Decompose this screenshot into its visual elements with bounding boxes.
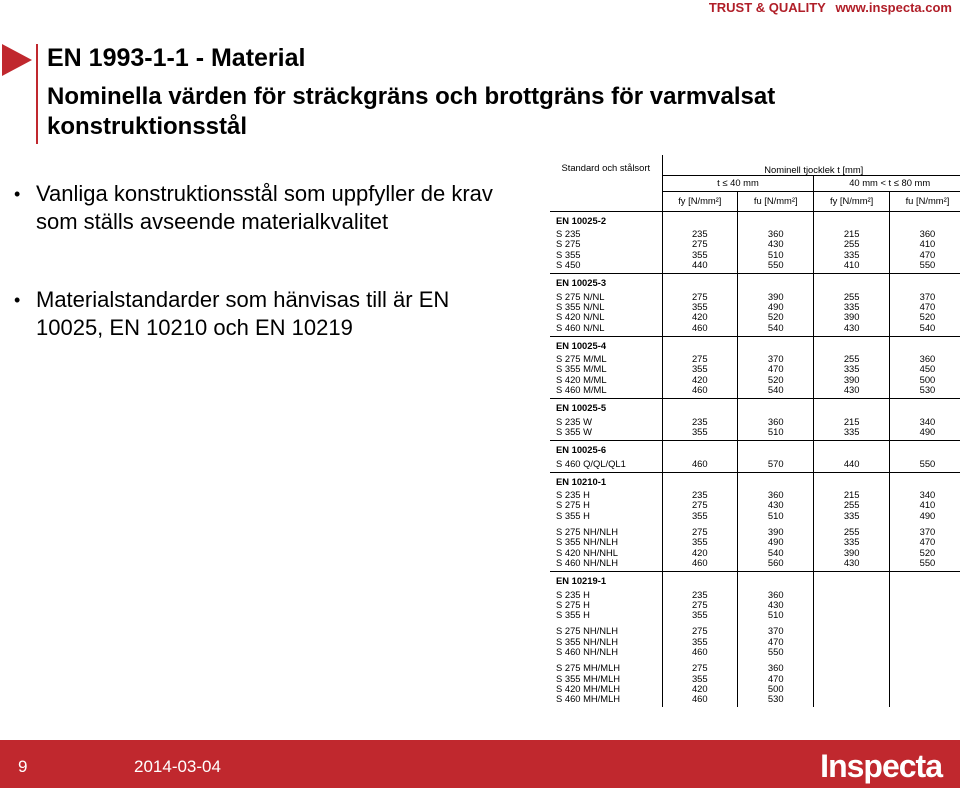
table-cell-grade: S 235 W	[556, 415, 592, 427]
table-cell-value	[814, 684, 890, 694]
table-cell-value: 360	[738, 590, 814, 600]
table-cell-value: 355	[662, 674, 738, 684]
table-cell-grade: S 420 MH/MLH	[556, 682, 621, 694]
table-cell-value: 530	[889, 385, 960, 395]
table-cell-value: 450	[889, 364, 960, 374]
table-cell-grade: S 450	[556, 259, 581, 271]
table-row	[550, 312, 960, 322]
table-cell-value: 410	[889, 239, 960, 249]
table-cell-grade: S 235 H	[556, 489, 590, 501]
table-cell-value: 510	[738, 511, 814, 521]
table-row	[550, 260, 960, 270]
table-cell-value	[814, 674, 890, 684]
table-cell-value: 275	[662, 527, 738, 537]
table-cell-value: 550	[889, 558, 960, 568]
table-cell-value: 335	[814, 364, 890, 374]
table-cell-value: 275	[662, 626, 738, 636]
table-cell-grade: S 355 H	[556, 609, 590, 621]
table-cell-value: 360	[889, 229, 960, 239]
table-group-heading: EN 10025-2	[550, 211, 662, 229]
table-cell-value: 360	[738, 229, 814, 239]
table-cell-grade: S 275	[556, 238, 581, 250]
table-cell-value	[814, 647, 890, 657]
table-cell-value: 430	[738, 500, 814, 510]
table-cell-grade: S 235 H	[556, 588, 590, 600]
table-row	[550, 229, 960, 239]
table-cell-grade: S 275 H	[556, 598, 590, 610]
table-row	[550, 375, 960, 385]
table-cell-grade: S 460 NH/NLH	[556, 645, 619, 657]
table-cell-grade: S 275 MH/MLH	[556, 662, 621, 674]
table-row	[550, 490, 960, 500]
brand-slogan: TRUST & QUALITY	[708, 0, 826, 15]
table-cell-value: 530	[738, 694, 814, 704]
table-cell-value: 255	[814, 292, 890, 302]
table-cell-grade: S 275 N/NL	[556, 290, 605, 302]
title-accent-line	[36, 44, 38, 144]
table-cell-value: 430	[738, 600, 814, 610]
table-cell-value: 470	[889, 250, 960, 260]
table-cell-grade: S 355	[556, 248, 581, 260]
table-row	[550, 292, 960, 302]
table-cell-value: 355	[662, 610, 738, 620]
table-cell-value: 420	[662, 548, 738, 558]
table-cell-grade: S 460 M/ML	[556, 384, 607, 396]
table-cell-value: 560	[738, 558, 814, 568]
table-cell-value	[889, 610, 960, 620]
table-cell-value: 520	[738, 312, 814, 322]
material-table-image	[550, 155, 960, 725]
table-cell-value: 440	[662, 260, 738, 270]
table-cell-grade: S 355 M/ML	[556, 363, 607, 375]
slide-title: EN 1993-1-1 - Material	[47, 44, 306, 72]
bullet-item: • Materialstandarder som hänvisas till är EN 10025, EN 10210 och EN 10219	[14, 286, 514, 342]
table-row	[550, 694, 960, 704]
table-cell-grade: S 460 MH/MLH	[556, 693, 621, 705]
table-cell-value: 355	[662, 427, 738, 437]
table-row	[550, 511, 960, 521]
arrow-icon	[2, 44, 32, 76]
table-row	[550, 600, 960, 610]
table-cell-grade: S 235	[556, 228, 581, 240]
table-cell-value: 520	[889, 548, 960, 558]
table-cell-value: 360	[738, 490, 814, 500]
table-cell-value: 340	[889, 417, 960, 427]
table-cell-value: 470	[738, 674, 814, 684]
table-cell-value: 490	[738, 302, 814, 312]
table-cell-value: 460	[662, 323, 738, 333]
table-cell-value: 550	[889, 260, 960, 270]
table-cell-value: 215	[814, 229, 890, 239]
table-cell-grade: S 275 NH/NLH	[556, 625, 619, 637]
table-cell-value: 470	[889, 537, 960, 547]
table-cell-value: 355	[662, 637, 738, 647]
table-cell-value: 335	[814, 427, 890, 437]
table-cell-value: 355	[662, 364, 738, 374]
table-cell-value	[889, 694, 960, 704]
table-cell-value: 335	[814, 537, 890, 547]
bullet-item: • Vanliga konstruktionsstål som uppfyller de krav som ställs avseende materialkvalitet	[14, 180, 514, 236]
table-group-heading: EN 10210-1	[550, 472, 662, 490]
table-cell-grade: S 275 H	[556, 499, 590, 511]
table-cell-value: 460	[662, 385, 738, 395]
table-cell-value	[814, 694, 890, 704]
table-row	[550, 459, 960, 469]
table-cell-grade: S 275 NH/NLH	[556, 526, 619, 538]
table-cell-value: 570	[738, 459, 814, 469]
table-row	[550, 354, 960, 364]
table-cell-value: 430	[814, 323, 890, 333]
table-cell-value	[889, 590, 960, 600]
table-cell-value: 550	[889, 459, 960, 469]
page-number: 9	[18, 757, 28, 776]
table-cell-value: 420	[662, 375, 738, 385]
table-header-range-1: t ≤ 40 mm	[662, 176, 814, 191]
table-row	[550, 364, 960, 374]
table-cell-value: 275	[662, 354, 738, 364]
table-cell-grade: S 460 Q/QL/QL1	[556, 457, 626, 469]
table-cell-value: 540	[738, 323, 814, 333]
table-cell-value: 235	[662, 590, 738, 600]
table-cell-grade: S 355 MH/MLH	[556, 672, 621, 684]
table-row	[550, 302, 960, 312]
table-cell-value: 215	[814, 417, 890, 427]
table-cell-value: 460	[662, 558, 738, 568]
table-cell-value: 390	[814, 375, 890, 385]
table-cell-grade: S 420 NH/NHL	[556, 546, 619, 558]
table-cell-value	[889, 684, 960, 694]
table-row	[550, 239, 960, 249]
table-cell-value: 255	[814, 354, 890, 364]
table-cell-value: 550	[738, 647, 814, 657]
table-header-thickness: Nominell tjocklek t [mm]	[662, 155, 960, 176]
table-cell-value	[889, 647, 960, 657]
table-group-heading: EN 10025-5	[550, 399, 662, 417]
table-cell-value: 235	[662, 490, 738, 500]
table-cell-value: 275	[662, 239, 738, 249]
table-cell-value: 355	[662, 250, 738, 260]
table-cell-value: 430	[814, 558, 890, 568]
table-cell-grade: S 420 N/NL	[556, 311, 605, 323]
bullet-list	[14, 180, 514, 392]
table-cell-value: 360	[738, 417, 814, 427]
table-cell-value: 390	[738, 292, 814, 302]
table-cell-value	[814, 590, 890, 600]
table-cell-value: 275	[662, 500, 738, 510]
table-cell-value: 420	[662, 684, 738, 694]
table-cell-grade: S 275 M/ML	[556, 353, 607, 365]
table-cell-value	[814, 600, 890, 610]
table-cell-value: 235	[662, 417, 738, 427]
table-row	[550, 500, 960, 510]
table-cell-value: 255	[814, 500, 890, 510]
table-cell-grade: S 355 W	[556, 425, 592, 437]
table-cell-value: 390	[814, 312, 890, 322]
table-group-heading: EN 10025-3	[550, 274, 662, 292]
inspecta-logo: Inspecta	[820, 748, 942, 784]
table-cell-value: 520	[889, 312, 960, 322]
table-cell-value: 520	[738, 375, 814, 385]
table-row	[550, 610, 960, 620]
table-cell-value	[814, 610, 890, 620]
table-cell-value: 490	[889, 511, 960, 521]
table-header-unit: fy [N/mm²]	[662, 191, 738, 211]
table-cell-value: 540	[738, 385, 814, 395]
table-cell-value: 370	[738, 626, 814, 636]
table-cell-value: 470	[889, 302, 960, 312]
website-link[interactable]: www.inspecta.com	[835, 0, 952, 15]
table-cell-value: 500	[889, 375, 960, 385]
table-cell-value: 255	[814, 239, 890, 249]
table-cell-value: 510	[738, 250, 814, 260]
table-cell-value: 420	[662, 312, 738, 322]
table-cell-value	[889, 600, 960, 610]
table-cell-value: 370	[889, 527, 960, 537]
footer-date: 2014-03-04	[134, 757, 221, 776]
table-cell-value: 410	[889, 500, 960, 510]
table-cell-value: 440	[814, 459, 890, 469]
table-group-heading: EN 10219-1	[550, 572, 662, 590]
table-cell-value	[889, 637, 960, 647]
table-cell-value: 360	[738, 663, 814, 673]
table-cell-value: 335	[814, 250, 890, 260]
table-cell-value: 490	[738, 537, 814, 547]
table-cell-value: 360	[889, 354, 960, 364]
table-row	[550, 590, 960, 600]
table-cell-value: 550	[738, 260, 814, 270]
table-header-standard: Standard och stålsort	[550, 155, 662, 211]
table-cell-value: 460	[662, 647, 738, 657]
table-row	[550, 385, 960, 395]
table-cell-value: 460	[662, 459, 738, 469]
table-row	[550, 250, 960, 260]
table-cell-grade: S 460 NH/NLH	[556, 556, 619, 568]
table-cell-value: 390	[814, 548, 890, 558]
table-cell-value: 275	[662, 600, 738, 610]
table-row	[550, 558, 960, 568]
table-cell-value: 390	[738, 527, 814, 537]
table-cell-value: 430	[738, 239, 814, 249]
table-cell-value: 355	[662, 511, 738, 521]
table-cell-value	[814, 637, 890, 647]
table-cell-value: 335	[814, 511, 890, 521]
table-cell-value: 430	[814, 385, 890, 395]
table-cell-grade: S 355 NH/NLH	[556, 536, 619, 548]
table-header-unit: fu [N/mm²]	[889, 191, 960, 211]
table-cell-value: 510	[738, 427, 814, 437]
table-cell-grade: S 460 N/NL	[556, 321, 605, 333]
table-group-heading: EN 10025-6	[550, 441, 662, 459]
table-cell-value: 410	[814, 260, 890, 270]
material-table	[550, 155, 960, 707]
table-cell-value: 355	[662, 302, 738, 312]
table-row	[550, 417, 960, 427]
table-cell-value: 255	[814, 527, 890, 537]
slide-subtitle: Nominella värden för sträckgräns och brottgräns för varmvalsat konstruktionsstål	[47, 83, 776, 140]
table-cell-value: 470	[738, 637, 814, 647]
table-row	[550, 647, 960, 657]
table-row	[550, 323, 960, 333]
table-group-heading: EN 10025-4	[550, 336, 662, 354]
table-cell-grade: S 420 M/ML	[556, 373, 607, 385]
table-cell-value: 510	[738, 610, 814, 620]
table-cell-value: 500	[738, 684, 814, 694]
table-cell-value: 470	[738, 364, 814, 374]
table-cell-value: 340	[889, 490, 960, 500]
table-row	[550, 427, 960, 437]
table-header-unit: fu [N/mm²]	[738, 191, 814, 211]
header-brand-bar	[709, 0, 952, 15]
table-cell-value: 275	[662, 292, 738, 302]
table-cell-grade: S 355 H	[556, 509, 590, 521]
table-cell-value: 490	[889, 427, 960, 437]
table-cell-value: 370	[889, 292, 960, 302]
table-cell-value: 355	[662, 537, 738, 547]
table-cell-value: 275	[662, 663, 738, 673]
table-cell-value	[889, 674, 960, 684]
table-cell-value: 540	[889, 323, 960, 333]
table-cell-value: 370	[738, 354, 814, 364]
table-header-range-2: 40 mm < t ≤ 80 mm	[814, 176, 960, 191]
table-cell-grade: S 355 N/NL	[556, 300, 605, 312]
table-cell-value: 215	[814, 490, 890, 500]
table-cell-value	[814, 663, 890, 673]
table-cell-value	[814, 626, 890, 636]
table-cell-value: 460	[662, 694, 738, 704]
table-cell-value: 235	[662, 229, 738, 239]
table-cell-value: 540	[738, 548, 814, 558]
table-cell-value	[889, 626, 960, 636]
table-cell-value	[889, 663, 960, 673]
table-cell-value: 335	[814, 302, 890, 312]
table-header-unit: fy [N/mm²]	[814, 191, 890, 211]
table-cell-grade: S 355 NH/NLH	[556, 635, 619, 647]
